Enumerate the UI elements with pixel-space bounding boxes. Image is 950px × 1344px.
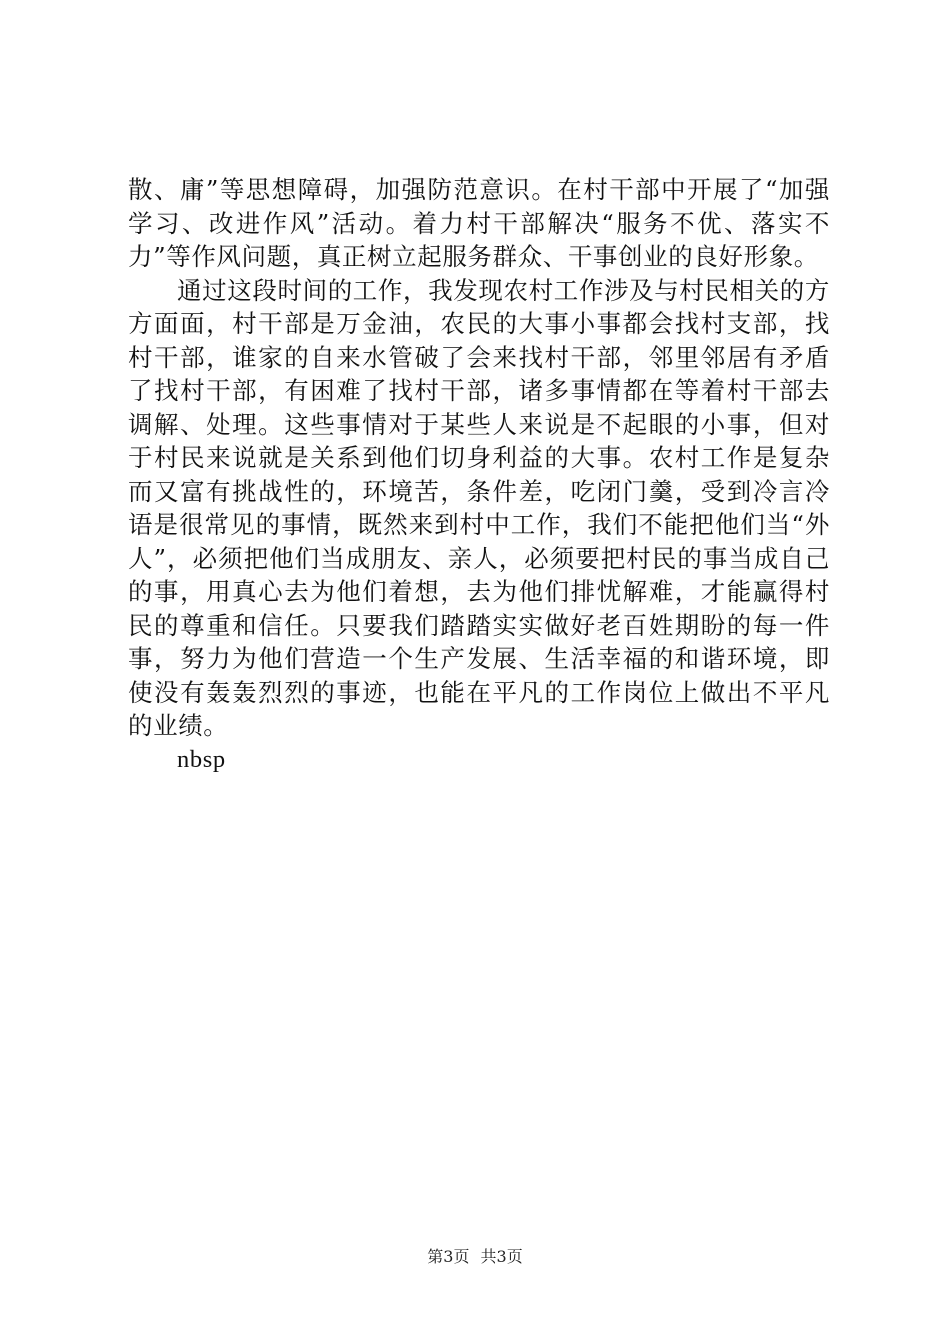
paragraph-main: 通过这段时间的工作，我发现农村工作涉及与村民相关的方方面面，村干部是万金油，农民的大事小事都会找村支部，找村干部，谁家的自来水管破了会来找村干部，邻里邻居有矛盾了找村干部，有困难了找村干部，诸多事情都在等着村干部去调解、处理。这些事情对于某些人来说是不起眼的小事，但对于村民来说就是关系到他们切身利益的大事。农村工作是复杂而又富有挑战性的，环境苦，条件差，吃闭门羹，受到冷言冷语是很常见的事情，既然来到村中工作，我们不能把他们当“外人”，必须把他们当成朋友、亲人，必须要把村民的事当成自己的事，用真心去为他们着想，去为他们排忧解难，才能赢得村民的尊重和信任。只要我们踏踏实实做好老百姓期盼的每一件事，努力为他们营造一个生产发展、生活幸福的和谐环境，即使没有轰轰烈烈的事迹，也能在平凡的工作岗位上做出不平凡的业绩。 <box>128 275 830 740</box>
document-body <box>128 173 830 776</box>
page-total: 共3页 <box>480 1247 523 1266</box>
paragraph-continuation: 散、庸”等思想障碍，加强防范意识。在村干部中开展了“加强学习、改进作风”活动。着力村干部解决“服务不优、落实不力”等作风问题，真正树立起服务群众、干事创业的良好形象。 <box>128 175 830 271</box>
page-footer <box>0 1244 950 1267</box>
trailing-text: nbsp <box>177 745 226 773</box>
page-number: 第3页 <box>427 1247 470 1266</box>
